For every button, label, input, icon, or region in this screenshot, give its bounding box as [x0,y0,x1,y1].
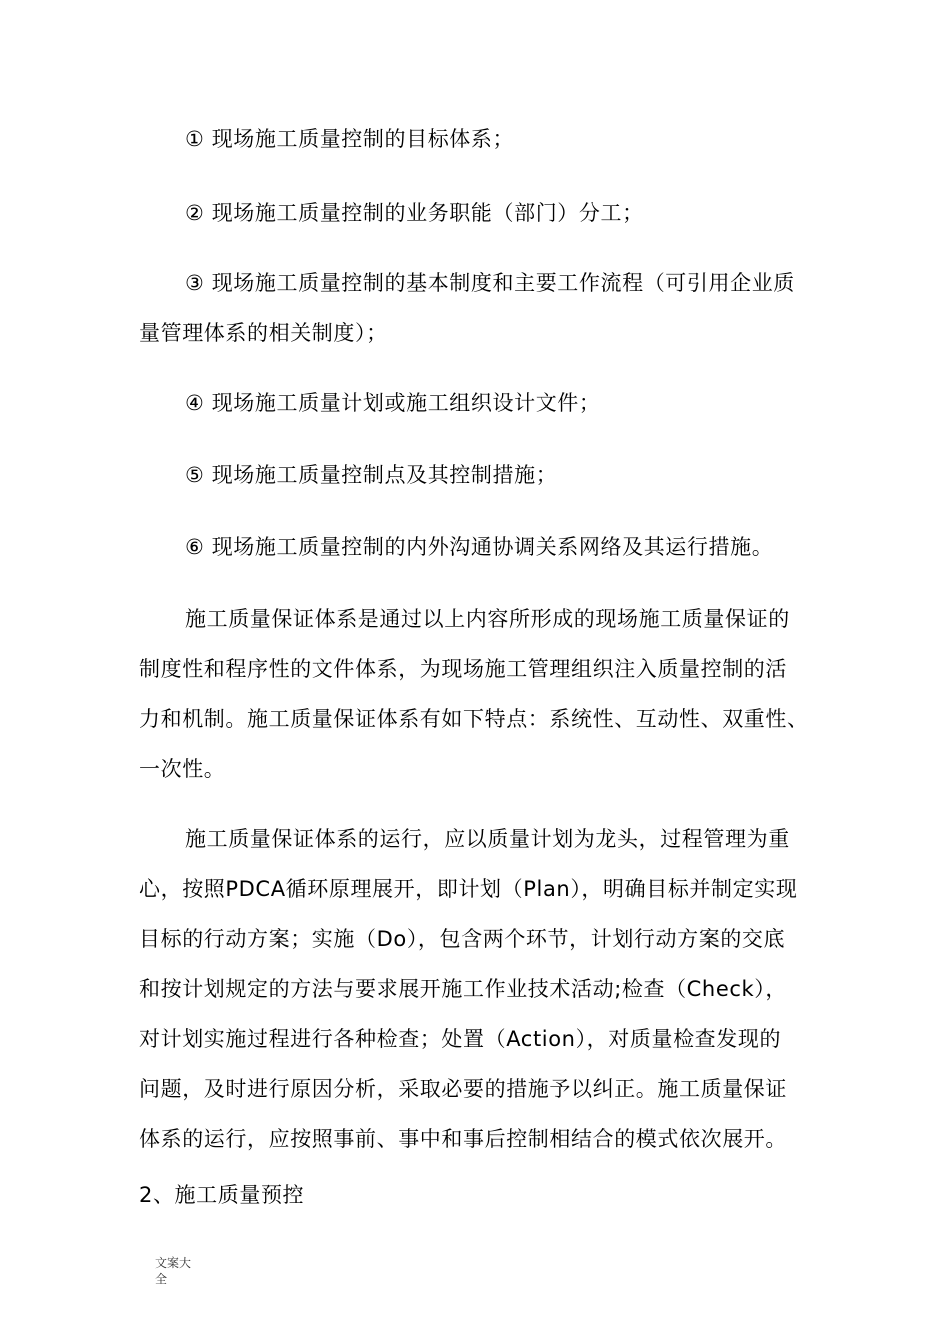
paragraph-1-line-1: 施工质量保证体系是通过以上内容所形成的现场施工质量保证的 [185,607,790,631]
list-item-5: ⑤ 现场施工质量控制点及其控制措施； [185,463,558,487]
list-item-4: ④ 现场施工质量计划或施工组织设计文件； [185,391,601,415]
list-item-3-line-1: ③ 现场施工质量控制的基本制度和主要工作流程（可引用企业质 [185,271,795,295]
footer-label [155,1255,203,1287]
paragraph-2-line-1: 施工质量保证体系的运行，应以质量计划为龙头，过程管理为重 [185,827,790,851]
footer-line-1: 文案大 [155,1256,192,1270]
paragraph-2-line-7: 体系的运行，应按照事前、事中和事后控制相结合的模式依次展开。 [139,1127,787,1151]
paragraph-2-line-2: 心，按照PDCA循环原理展开，即计划（Plan），明确目标并制定实现 [139,877,798,901]
section-heading: 2、施工质量预控 [139,1183,305,1207]
list-item-2: ② 现场施工质量控制的业务职能（部门）分工； [185,201,644,225]
list-item-1: ① 现场施工质量控制的目标体系； [185,127,515,151]
paragraph-2-line-3: 目标的行动方案；实施（Do），包含两个环节，计划行动方案的交底 [139,927,786,951]
list-item-6: ⑥ 现场施工质量控制的内外沟通协调关系网络及其运行措施。 [185,535,774,559]
paragraph-2-line-6: 问题，及时进行原因分析，采取必要的措施予以纠正。施工质量保证 [139,1077,787,1101]
footer-line-2: 全 [155,1272,168,1286]
paragraph-2-line-5: 对计划实施过程进行各种检查；处置（Action），对质量检查发现的 [139,1027,782,1051]
paragraph-1-line-3: 力和机制。施工质量保证体系有如下特点：系统性、互动性、双重性、 [139,707,809,731]
paragraph-2-line-4: 和按计划规定的方法与要求展开施工作业技术活动;检查（Check）， [139,977,787,1001]
list-item-3-line-2: 量管理体系的相关制度）； [139,321,388,345]
paragraph-1-line-2: 制度性和程序性的文件体系，为现场施工管理组织注入质量控制的活 [139,657,787,681]
paragraph-1-line-4: 一次性。 [139,757,226,781]
